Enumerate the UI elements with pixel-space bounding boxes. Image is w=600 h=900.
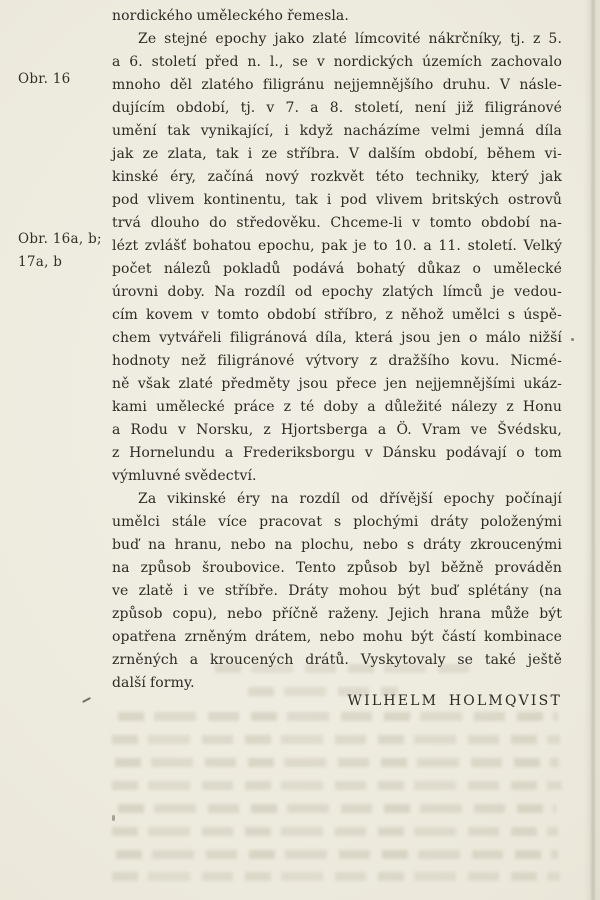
text-line: výmluvné svědectví. [112,468,257,484]
text-line: úrovni doby. Na rozdíl od epochy zlatých límců je vedou- [112,284,562,300]
show-through-line [116,850,558,859]
margin-note-line: Obr. 16 [18,71,71,87]
text-line: počet nálezů pokladů podává bohatý důkaz o umělecké [112,261,562,277]
text-line: způsob copu), nebo příčně raženy. Jejich hrana může být [112,606,562,622]
text-line: cím kovem v tomto období stříbro, z něhož umělci s úspě- [112,307,562,323]
text-line: a Rodu v Norsku, z Hjortsberga a Ö. Vram ve Švédsku, [112,422,562,438]
text-line: chem vytvářeli filigránová díla, která jsou jen o málo nižší [112,330,562,346]
margin-note-line: Obr. 16a, b; [18,231,102,247]
text-line: ve zlatě i ve stříbře. Dráty mohou být buď splétány (na [112,583,562,599]
show-through-line [115,758,559,767]
show-through-line [112,872,560,881]
text-line: buď na hranu, nebo na plochu, nebo s dráty zkroucenými [112,537,562,553]
author-signature: WILHELM HOLMQVIST [347,693,562,709]
show-through-line [118,712,558,721]
text-line: z Hornelundu a Frederiksborgu v Dánsku podávají o tom [112,445,562,461]
ink-speck [112,815,115,821]
margin-note-obr-16a-17a [18,228,102,274]
text-line: zrněných a kroucených drátů. Vyskytovaly se také ještě [112,652,562,668]
text-line: mnoho děl zlatého filigránu nejjemnějšího druhu. V násle- [112,77,562,93]
text-line: kinské éry, začíná nový rozkvět této techniky, který jak [112,169,562,185]
text-line: další formy. [112,675,195,691]
paragraph [112,5,562,28]
text-line: dujícím období, tj. v 7. a 8. století, není již filigránové [112,100,562,116]
text-line: opatřena zrněným drátem, nebo mohu být částí kombinace [112,629,562,645]
text-line: na způsob šroubovice. Tento způsob byl běžně prováděn [112,560,562,576]
text-line: trvá dlouho do středověku. Chceme-li v tomto období na- [112,215,562,231]
text-line: hodnoty než filigránové výtvory z dražšího kovu. Nicmé- [112,353,562,369]
page-edge-shadow [584,0,600,900]
ink-speck [82,697,91,703]
show-through-line [112,781,562,790]
text-line: jak ze zlata, tak i ze stříbra. V dalším období, během vi- [112,146,562,162]
text-line: ně však zlaté předměty jsou přece jen nejjemnějšími ukáz- [112,376,562,392]
show-through-line [112,827,558,836]
margin-note-obr-16 [18,68,71,91]
text-line: a 6. století před n. l., se v nordických územích zachovalo [112,54,562,70]
text-line: lézt zvlášť bohatou epochu, pak je to 10. a 11. století. Velký [112,238,562,254]
text-line: Ze stejné epochy jako zlaté límcovité nákrčníky, tj. z 5. [138,31,562,47]
text-line: nordického uměleckého řemesla. [112,8,349,24]
text-line: umělci stále více pracovat s plochými dráty položenými [112,514,562,530]
text-line: pod vlivem kontinentu, tak i pod vlivem britských ostrovů [112,192,562,208]
show-through-line [118,804,556,813]
ink-speck [571,338,574,341]
paragraph [112,28,562,488]
text-line: umění tak vynikající, i když nacházíme velmi jemná díla [112,123,562,139]
text-line: Za vikinské éry na rozdíl od dřívější epochy počínají [138,491,562,507]
paragraph [112,488,562,695]
show-through-line [112,735,560,744]
margin-note-line: 17a, b [18,254,63,270]
text-line: kami umělecké práce z té doby a důležité nálezy z Honu [112,399,562,415]
body-text [112,5,562,695]
